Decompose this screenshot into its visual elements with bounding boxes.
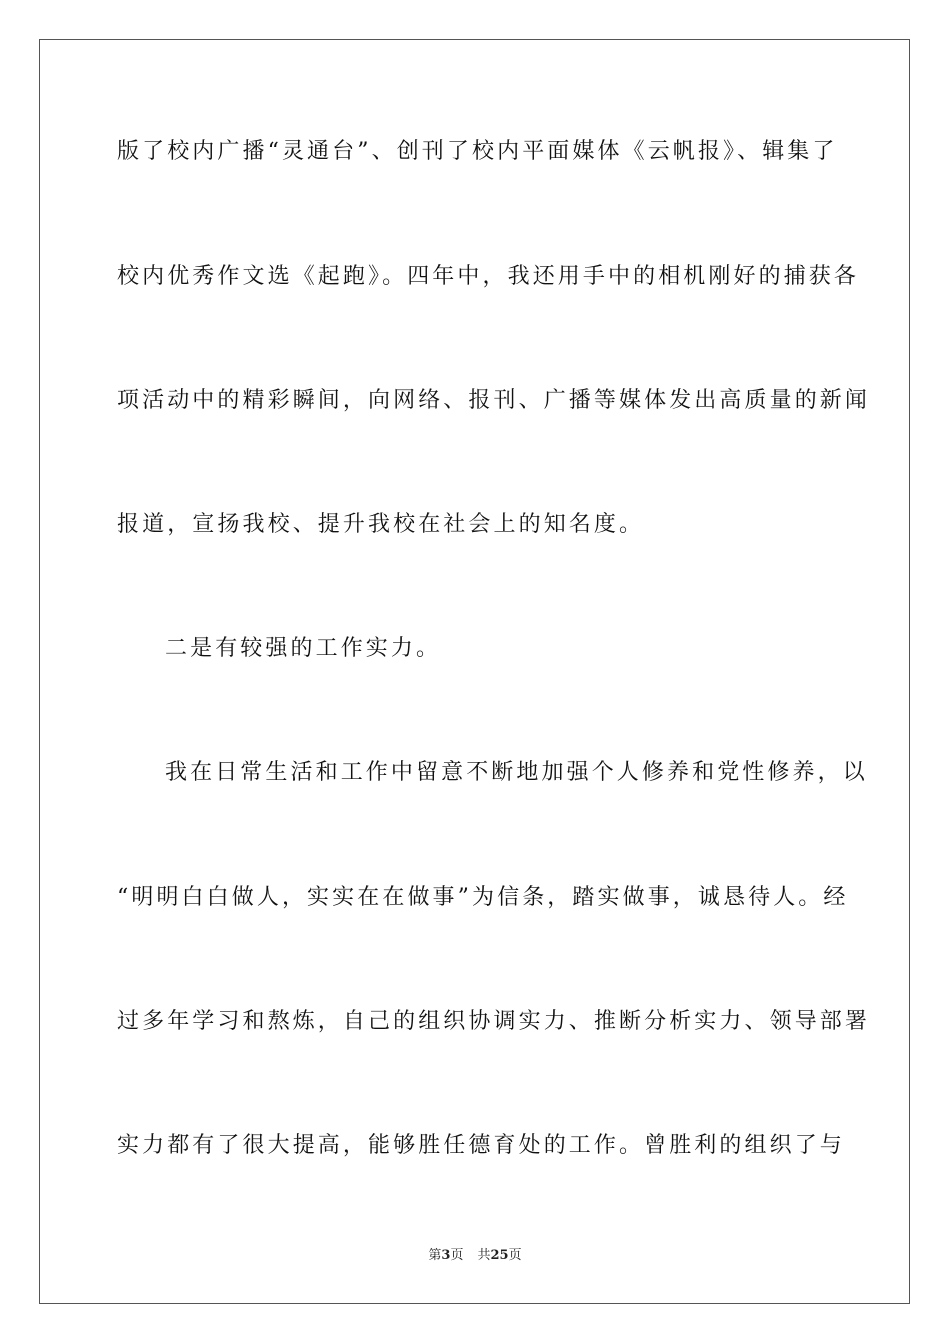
body-text-line-5: 我在日常生活和工作中留意不断地加强个人修养和党性修养，以 — [165, 760, 868, 785]
body-text-line-3: 项活动中的精彩瞬间，向网络、报刊、广播等媒体发出高质量的新闻 — [117, 388, 871, 413]
section-heading: 二是有较强的工作实力。 — [165, 636, 442, 661]
body-text-line-2: 校内优秀作文选《起跑》。四年中，我还用手中的相机刚好的捕获各 — [117, 264, 860, 289]
page-prefix: 第 — [428, 1248, 442, 1263]
body-text-line-1: 版了校内广播“灵通台”、创刊了校内平面媒体《云帆报》、辑集了 — [117, 139, 838, 164]
body-text-line-4: 报道，宣扬我校、提升我校在社会上的知名度。 — [117, 512, 645, 537]
total-pages: 25 — [490, 1248, 509, 1263]
page-footer — [0, 1247, 950, 1265]
page-number: 3 — [441, 1248, 451, 1263]
page-border — [39, 39, 910, 1304]
page-suffix: 页 — [450, 1248, 464, 1263]
body-text-line-7: 过多年学习和熬炼，自己的组织协调实力、推断分析实力、领导部署 — [117, 1009, 871, 1034]
total-prefix: 共 — [477, 1248, 491, 1263]
body-text-line-6: “明明白白做人，实实在在做事”为信条，踏实做事，诚恳待人。经 — [117, 885, 849, 910]
body-text-line-8: 实力都有了很大提高，能够胜任德育处的工作。曾胜利的组织了与 — [117, 1133, 845, 1158]
total-suffix: 页 — [508, 1248, 522, 1263]
